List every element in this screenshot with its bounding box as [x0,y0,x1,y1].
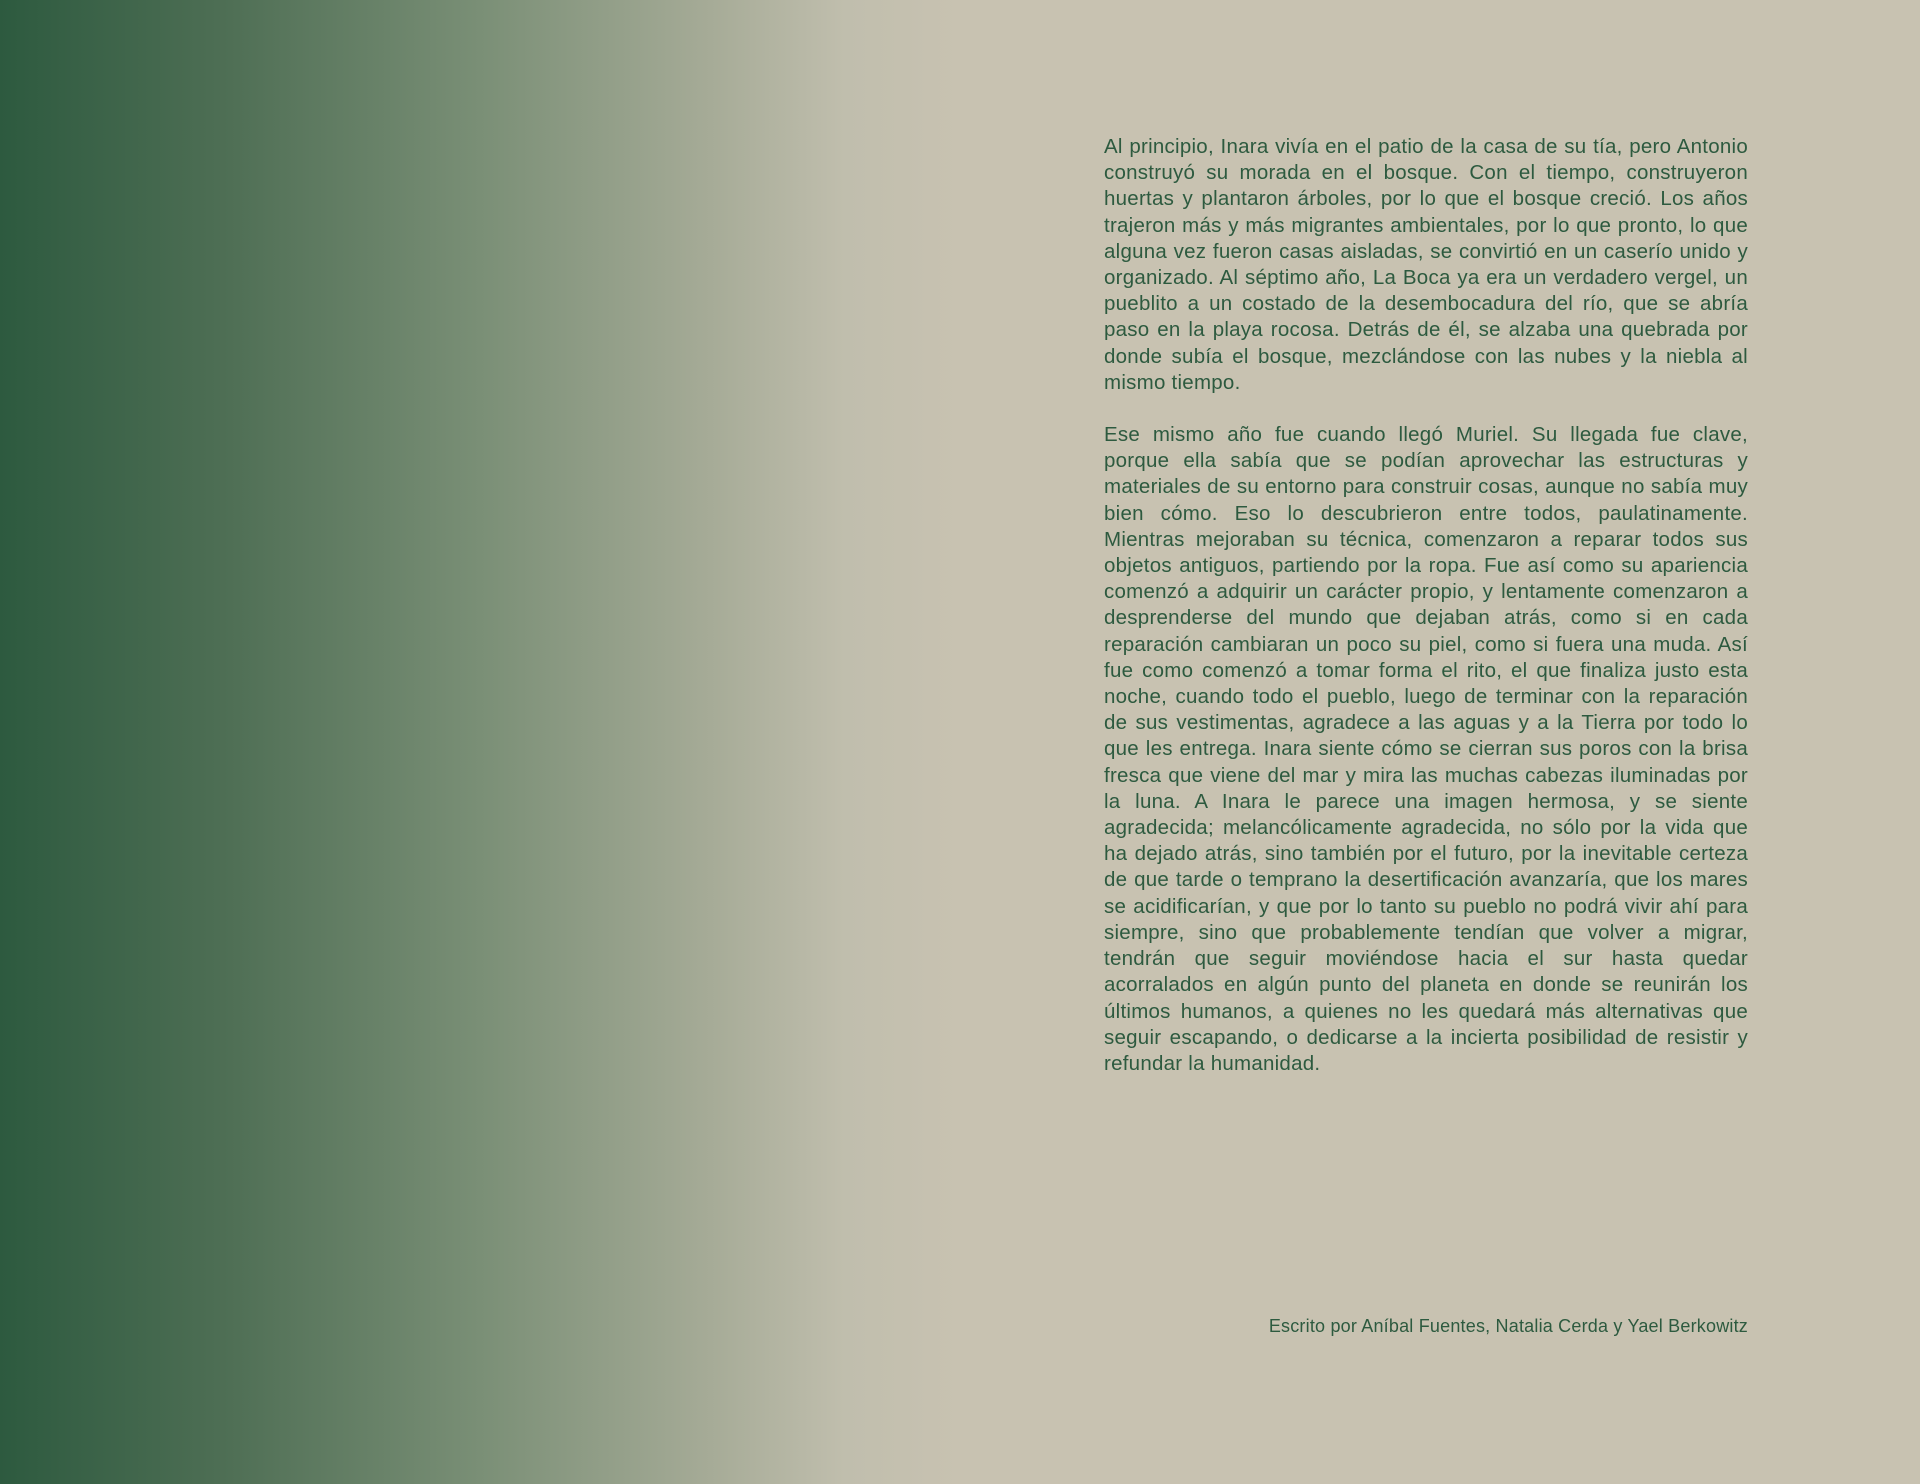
story-paragraph-2: Ese mismo año fue cuando llegó Muriel. Su llegada fue clave, porque ella sabía que se podían aprovechar las estructuras y materiales de su entorno para construir cosas, aunque no sabía muy bien cómo. Eso lo descubrieron entre todos, paulatinamente. Mientras mejoraban su técnica, comenzaron a reparar todos sus objetos antiguos, partiendo por la ropa. Fue así como su apariencia comenzó a adquirir un carácter propio, y lentamente comenzaron a desprenderse del mundo que dejaban atrás, como si en cada reparación cambiaran un poco su piel, como si fuera una muda. Así fue como comenzó a tomar forma el rito, el que finaliza justo esta noche, cuando todo el pueblo, luego de terminar con la reparación de sus vestimentas, agradece a las aguas y a la Tierra por todo lo que les entrega. Inara siente cómo se cierran sus poros con la brisa fresca que viene del mar y mira las muchas cabezas iluminadas por la luna. A Inara le parece una imagen hermosa, y se siente agradecida; melancólicamente agradecida, no sólo por la vida que ha dejado atrás, sino también por el futuro, por la inevitable certeza de que tarde o temprano la desertificación avanzaría, que los mares se acidificarían, y que por lo tanto su pueblo no podrá vivir ahí para siempre, sino que probablemente tendían que volver a migrar, tendrán que seguir moviéndose hacia el sur hasta quedar acorralados en algún punto del planeta en donde se reunirán los últimos humanos, a quienes no les quedará más alternativas que seguir escapando, o dedicarse a la incierta posibilidad de resistir y refundar la humanidad. [1104,423,1748,1075]
story-text-column [1104,134,1748,1103]
author-credit: Escrito por Aníbal Fuentes, Natalia Cerda y Yael Berkowitz [1268,1316,1748,1336]
story-paragraph-1: Al principio, Inara vivía en el patio de la casa de su tía, pero Antonio construyó su morada en el bosque. Con el tiempo, construyeron huertas y plantaron árboles, por lo que el bosque creció. Los años trajeron más y más migrantes ambientales, por lo que pronto, lo que alguna vez fueron casas aisladas, se convirtió en un caserío unido y organizado. Al séptimo año, La Boca ya era un verdadero vergel, un pueblito a un costado de la desembocadura del río, que se abría paso en la playa rocosa. Detrás de él, se alzaba una quebrada por donde subía el bosque, mezclándose con las nubes y la niebla al mismo tiempo. [1104,135,1748,394]
